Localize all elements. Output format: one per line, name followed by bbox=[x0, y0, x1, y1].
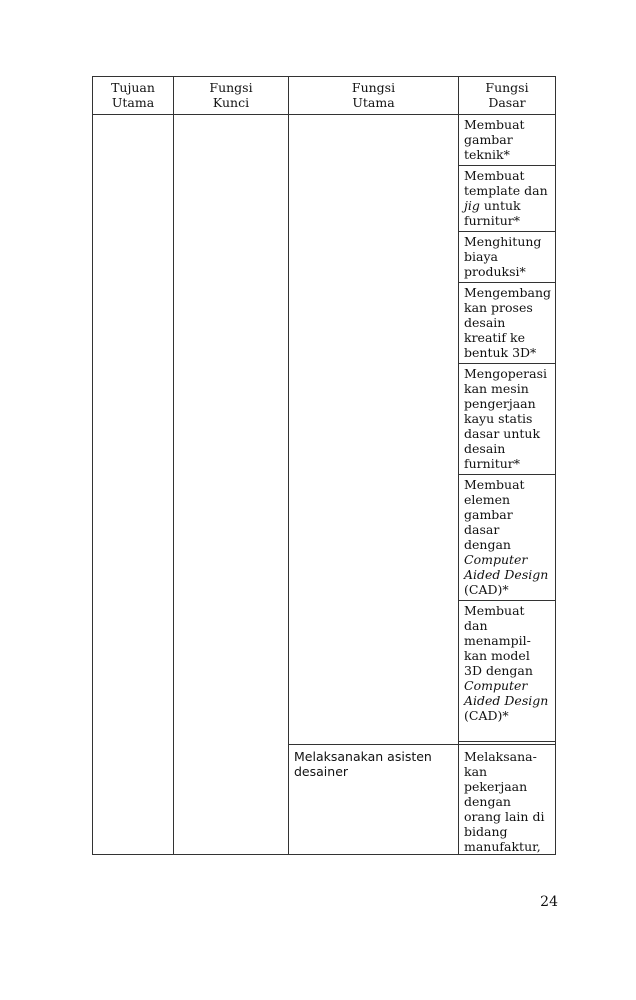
fungsi-dasar-cell bbox=[459, 166, 556, 232]
cell-text-line: dan bbox=[464, 618, 488, 633]
cell-text-line: bidang bbox=[464, 824, 508, 839]
fungsi-dasar-cell bbox=[459, 745, 556, 855]
cell-text-line: gambar bbox=[464, 132, 513, 147]
cell-text-line: dengan bbox=[464, 537, 511, 552]
cell-text-line: manufaktur, bbox=[464, 839, 541, 854]
cell-text-line: Mengoperasi bbox=[464, 366, 548, 381]
cell-text-line: (CAD)* bbox=[464, 582, 509, 597]
cell-text-line: menampil- bbox=[464, 633, 531, 648]
cell-text-line: template dan bbox=[464, 183, 548, 198]
cell-text-line: (CAD)* bbox=[464, 708, 509, 723]
cell-text-line: biaya bbox=[464, 249, 498, 264]
fungsi-dasar-cell bbox=[459, 475, 556, 601]
cell-text-line: Computer bbox=[464, 552, 528, 567]
cell-text-line: orang lain di bbox=[464, 809, 545, 824]
cell-text-line: Membuat bbox=[464, 477, 525, 492]
fungsi-dasar-cell bbox=[459, 283, 556, 364]
cell-text-line: jig untuk bbox=[464, 198, 521, 213]
fungsi-utama-2-cell: Melaksanakan asisten desainer bbox=[289, 745, 459, 855]
header-fungsi-utama: Fungsi Utama bbox=[289, 77, 459, 115]
header-fungsi-kunci: Fungsi Kunci bbox=[174, 77, 289, 115]
cell-text-line: Computer bbox=[464, 678, 528, 693]
fungsi-kunci-cell bbox=[174, 115, 289, 855]
cell-text-line: elemen bbox=[464, 492, 511, 507]
fungsi-utama-cell bbox=[289, 115, 459, 745]
cell-text-line: dasar untuk bbox=[464, 426, 541, 441]
cell-text-line: Aided Design bbox=[464, 567, 549, 582]
cell-text-line: kan mesin bbox=[464, 381, 529, 396]
cell-text-line: produksi* bbox=[464, 264, 526, 279]
table-row bbox=[93, 115, 556, 166]
tujuan-utama-cell bbox=[93, 115, 174, 855]
cell-text-line: Menghitung bbox=[464, 234, 542, 249]
cell-text-line: desain bbox=[464, 441, 506, 456]
cell-text-line: kan bbox=[464, 764, 488, 779]
cell-text-line: pengerjaan bbox=[464, 396, 536, 411]
fungsi-dasar-cell bbox=[459, 115, 556, 166]
cell-text-line: bentuk 3D* bbox=[464, 345, 537, 360]
cell-text-line: dengan bbox=[464, 794, 511, 809]
header-tujuan-utama: Tujuan Utama bbox=[93, 77, 174, 115]
cell-text-line: gambar bbox=[464, 507, 513, 522]
cell-text-line: kan model bbox=[464, 648, 530, 663]
cell-text-line: Membuat bbox=[464, 603, 525, 618]
cell-text-line: pekerjaan bbox=[464, 779, 528, 794]
cell-text-line: Mengembang bbox=[464, 285, 552, 300]
header-fungsi-dasar: Fungsi Dasar bbox=[459, 77, 556, 115]
cell-text-line: dasar bbox=[464, 522, 500, 537]
cell-text-line: kayu statis bbox=[464, 411, 533, 426]
fungsi-dasar-cell bbox=[459, 232, 556, 283]
cell-text-line: 3D dengan bbox=[464, 663, 533, 678]
cell-text-line: teknik* bbox=[464, 147, 510, 162]
fungsi-dasar-cell bbox=[459, 601, 556, 742]
cell-text-line: Membuat bbox=[464, 168, 525, 183]
competency-table bbox=[92, 76, 556, 855]
table-header-row bbox=[93, 77, 556, 115]
page-number: 24 bbox=[540, 894, 558, 910]
cell-text-line: Melaksana- bbox=[464, 749, 537, 764]
cell-text-line: furnitur* bbox=[464, 213, 520, 228]
cell-text-line: kan proses bbox=[464, 300, 533, 315]
cell-text-line: Membuat bbox=[464, 117, 525, 132]
fungsi-dasar-cell bbox=[459, 364, 556, 475]
cell-text-line: desain bbox=[464, 315, 506, 330]
cell-text-line: furnitur* bbox=[464, 456, 520, 471]
cell-text-line: kreatif ke bbox=[464, 330, 525, 345]
cell-text-line: Aided Design bbox=[464, 693, 549, 708]
